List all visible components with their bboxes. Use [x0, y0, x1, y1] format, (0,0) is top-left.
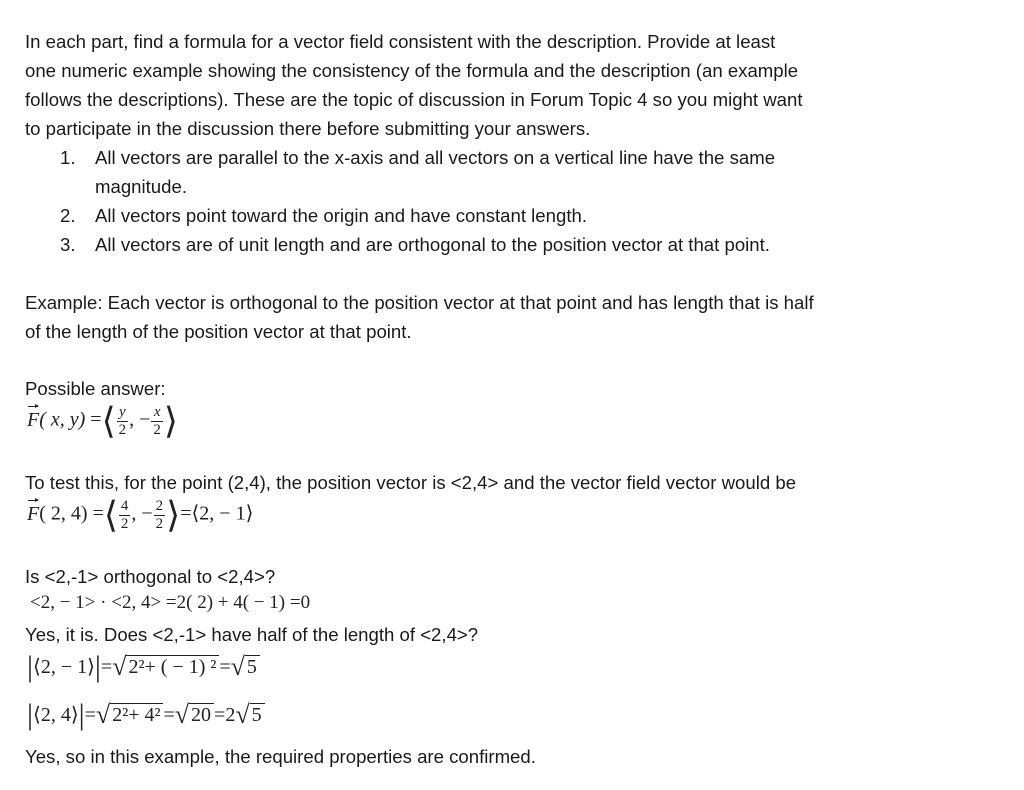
list-text: magnitude. [95, 176, 187, 197]
conclusion: Yes, so in this example, the required properties are confirmed. [25, 746, 536, 767]
left-angle: ⟨ [101, 401, 116, 441]
vector-field-evaluation: F( 2, 4) =⟨ $\frac{4}{2}$ , − $\frac{2}{2}$ ⟩=⟨2, − 1⟩ [27, 495, 254, 535]
vector-F: F [27, 408, 40, 431]
intro-line: one numeric example showing the consistency of the formula and the description (an example [25, 60, 799, 81]
example-line: of the length of the position vector at that point. [25, 321, 412, 342]
intro-line: follows the descriptions). These are the topic of discussion in Forum Topic 4 so you might want [25, 89, 803, 110]
example-line: Example: Each vector is orthogonal to the position vector at that point and has length that is half [25, 292, 814, 313]
norm-line-2: |⟨2, 4⟩|=√ 2²+ 4² =√ 20 =2√ 5 [27, 698, 265, 732]
norm-line-1: |⟨2, − 1⟩|=√ 2²+ ( − 1) ² =√ 5 [27, 650, 260, 684]
list-number: 2. [60, 205, 76, 226]
list-item [60, 201, 587, 230]
possible-answer-label: Possible answer: [25, 378, 166, 399]
dot-product-line: <2, − 1> · <2, 4> =2( 2) + 4( − 1) =0 [30, 592, 311, 613]
list-item-continuation [60, 172, 187, 201]
length-question: Yes, it is. Does <2,-1> have half of the length of <2,4>? [25, 624, 479, 645]
right-angle: ⟩ [163, 401, 178, 441]
intro-line: to participate in the discussion there before submitting your answers. [25, 118, 591, 139]
orthogonality-question: Is <2,-1> orthogonal to <2,4>? [25, 566, 276, 587]
list-number: 1. [60, 147, 76, 168]
list-text: All vectors are parallel to the x-axis and all vectors on a vertical line have the same [95, 147, 776, 168]
intro-line: In each part, find a formula for a vector field consistent with the description. Provide at least [25, 31, 776, 52]
list-number: 3. [60, 234, 76, 255]
list-text: All vectors are of unit length and are orthogonal to the position vector at that point. [95, 234, 770, 255]
list-item [60, 143, 775, 172]
test-description: To test this, for the point (2,4), the position vector is <2,4> and the vector field vector would be [25, 472, 797, 493]
list-item [60, 230, 770, 259]
list-text: All vectors point toward the origin and have constant length. [95, 205, 587, 226]
sqrt-sign: √ [112, 652, 127, 681]
vector-field-formula: F( x, y) =⟨ $\frac{y}{2}$ , − $\frac{x}{2}$ ⟩ [27, 401, 178, 441]
